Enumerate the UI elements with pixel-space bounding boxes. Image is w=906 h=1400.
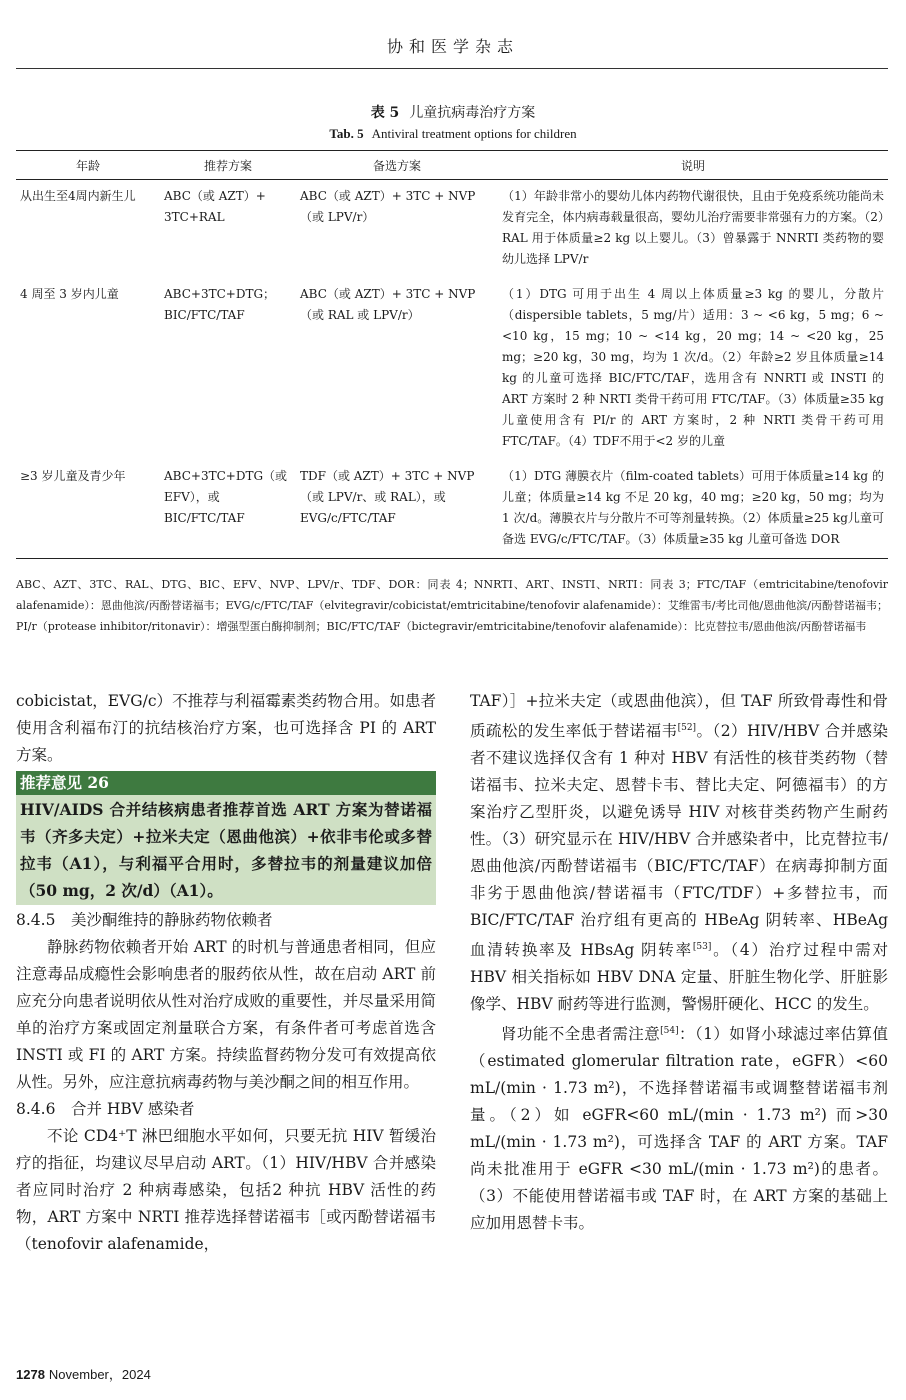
table-row [16, 460, 888, 559]
table-header-row [16, 151, 888, 180]
cell-notes: （1）年龄非常小的婴幼儿体内药物代谢很快，且由于免疫系统功能尚未发育完全，体内病毒载量很高，婴幼儿治疗需要非常强有力的方案。（2）RAL 用于体质量≥2 kg 以上婴儿。（3）曾暴露于 NNRTI 类药物的婴幼儿选择 LPV/r [502, 189, 884, 266]
journal-header: 协和医学杂志 [386, 37, 519, 56]
cell-age: 从出生至4周内新生儿 [20, 189, 136, 203]
section-heading: 8.4.5 美沙酮维持的静脉药物依赖者 [16, 911, 273, 929]
table-caption-en [0, 126, 906, 142]
text-run: TAF）］+拉米夫定（或恩曲他滨），但 TAF 所致骨毒性和骨质疏松的发生率低于替诺福韦 [470, 692, 888, 741]
table-title-en: Antiviral treatment options for children [371, 126, 577, 141]
treatment-table [16, 150, 888, 559]
cell-alternative: TDF（或 AZT）+ 3TC + NVP（或 LPV/r、或 RAL），或 EVG/c/FTC/TAF [296, 460, 498, 559]
header-notes: 说明 [498, 151, 888, 180]
text-run: 。（2）HIV/HBV 合并感染者不建议选择仅含有 1 种对 HBV 有活性的核苷类药物（替诺福韦、拉米夫定、恩替卡韦、替比夫定、阿德福韦）的方案治疗乙型肝炎，以避免诱导 HIV 对核苷类药物产生耐药性。（3）研究显示在 HIV/HBV 合并感染者中，比克替拉韦/恩曲他滨/丙酚替诺福韦（BIC/FTC/TAF）在病毒抑制方面非劣于恩曲他滨/替诺福韦（FTC/TDF）+多替拉韦，而 BIC/FTC/TAF 治疗组有更高的 HBeAg 阴转率、HBeAg 血清转换率及 HBsAg 阴转率 [470, 722, 888, 960]
table-row [16, 278, 888, 460]
table-number-cn: 表 5 [370, 105, 400, 121]
header-rule [16, 68, 888, 69]
header-alternative: 备选方案 [296, 151, 498, 180]
recommendation-title: 推荐意见 26 [16, 771, 436, 795]
citation: [54] [660, 1026, 679, 1037]
cell-notes: （1）DTG 可用于出生 4 周以上体质量≥3 kg 的婴儿，分散片（dispersible tablets，5 mg/片）适用：3 ~ <6 kg，5 mg；6 ~ <10 kg，15 mg；10 ~ <14 kg，20 mg；14 ~ <20 kg，25 mg；≥20 kg，30 mg，均为 1 次/d。（2）年龄≥2 岁且体质量≥14 kg 的儿童可选择 BIC/FTC/TAF，选用含有 NNRTI 或 INSTI 的 ART 方案时 2 种 NRTI 类骨干药可用 FTC/TAF。（3）体质量≥35 kg 儿童使用含有 PI/r 的 ART 方案时，2 种 NRTI 类骨干药可用 FTC/TAF。（4）TDF不用于<2 岁的儿童 [502, 287, 884, 448]
cell-age: 4 周至 3 岁内儿童 [20, 287, 119, 301]
right-column [470, 688, 888, 1237]
paragraph [470, 1018, 888, 1237]
text-run: ：（1）如肾小球滤过率估算值（estimated glomerular filtration rate，eGFR）<60 mL/(min · 1.73 m²)，不选择替诺福韦或调整替诺福韦剂量。（2）如 eGFR<60 mL/(min · 1.73 m²) 而>30 mL/(min · 1.73 m²)，可选择含 TAF 的 ART 方案。TAF 尚未批准用于 eGFR <30 mL/(min · 1.73 m²)的患者。（3）不能使用替诺福韦或 TAF 时，在 ART 方案的基础上应加用恩替卡韦。 [470, 1025, 888, 1233]
cell-recommended: ABC+3TC+DTG；BIC/FTC/TAF [164, 287, 276, 322]
cell-alternative: ABC（或 AZT）+ 3TC + NVP（或 LPV/r） [300, 189, 476, 224]
citation: [53] [692, 942, 712, 953]
citation: [52] [677, 723, 697, 733]
recommendation-box [16, 771, 436, 905]
left-column [16, 688, 436, 1258]
cell-age: ≥3 岁儿童及青少年 [16, 460, 160, 559]
cell-recommended: ABC（或 AZT）+ 3TC+RAL [164, 189, 266, 224]
section-heading: 8.4.6 合并 HBV 感染者 [16, 1100, 195, 1118]
cell-recommended: ABC+3TC+DTG（或 EFV），或 BIC/FTC/TAF [160, 460, 296, 559]
recommendation-body: HIV/AIDS 合并结核病患者推荐首选 ART 方案为替诺福韦（齐多夫定）+拉米夫定（恩曲他滨）+依非韦伦或多替拉韦（A1），与利福平合用时，多替拉韦的剂量建议加倍（50 mg，2 次/d）（A1）。 [20, 800, 432, 900]
table-footnote: ABC、AZT、3TC、RAL、DTG、BIC、EFV、NVP、LPV/r、TDF、DOR：同表 4；NNRTI、ART、INSTI、NRTI：同表 3；FTC/TAF（emtricitabine/tenofovir alafenamide）：恩曲他滨/丙酚替诺福韦；EVG/c/FTC/TAF（elvitegravir/cobicistat/emtricitabine/tenofovir alafenamide）：艾维雷韦/考比司他/恩曲他滨/丙酚替诺福韦；PI/r（protease inhibitor/ritonavir）：增强型蛋白酶抑制剂；BIC/FTC/TAF（bictegravir/emtricitabine/tenofovir alafenamide）：比克替拉韦/恩曲他滨/丙酚替诺福韦 [16, 578, 888, 633]
cell-notes: （1）DTG 薄膜衣片（film-coated tablets）可用于体质量≥14 kg 的儿童；体质量≥14 kg 不足 20 kg，40 mg；≥20 kg，50 mg；均为 1 次/d。薄膜衣片与分散片不可等剂量转换。（2）体质量≥25 kg儿童可备选 EVG/c/FTC/TAF。（3）体质量≥35 kg 儿童可备选 DOR [498, 460, 888, 559]
paragraph: 不论 CD4⁺T 淋巴细胞水平如何，只要无抗 HIV 暂缓治疗的指征，均建议尽早启动 ART。（1）HIV/HBV 合并感染者应同时治疗 2 种病毒感染，包括2 种抗 HBV 活性的药物，ART 方案中 NRTI 推荐选择替诺福韦［或丙酚替诺福韦（tenofovir alafenamide， [16, 1127, 436, 1253]
paragraph: 静脉药物依赖者开始 ART 的时机与普通患者相同，但应注意毒品成瘾性会影响患者的服药依从性，故在启动 ART 前应充分向患者说明依从性对治疗成败的重要性，并尽量采用简单的治疗方案或固定剂量联合方案，有条件者可考虑首选含 INSTI 或 FI 的 ART 方案。持续监督药物分发可有效提高依从性。另外，应注意抗病毒药物与美沙酮之间的相互作用。 [16, 938, 436, 1091]
header-age: 年龄 [16, 151, 160, 180]
page-footer [16, 1364, 151, 1383]
text-run: 。（4）治疗过程中需对 HBV 相关指标如 HBV DNA 定量、肝脏生物化学、肝脏影像学、HBV 耐药等进行监测，警惕肝硬化、HCC 的发生。 [470, 941, 888, 1014]
issue-date: November，2024 [48, 1367, 151, 1382]
table-row [16, 180, 888, 279]
header-recommended: 推荐方案 [160, 151, 296, 180]
paragraph: cobicistat，EVG/c）不推荐与利福霉素类药物合用。如患者使用含利福布汀的抗结核治疗方案，也可选择含 PI 的 ART 方案。 [16, 692, 436, 764]
text-run: 肾功能不全患者需注意 [501, 1025, 661, 1044]
table-caption-cn [0, 102, 906, 122]
page-number: 1278 [16, 1367, 45, 1382]
cell-alternative: ABC（或 AZT）+ 3TC + NVP（或 RAL 或 LPV/r） [300, 287, 476, 322]
table-title-cn: 儿童抗病毒治疗方案 [409, 105, 536, 121]
table-number-en: Tab. 5 [329, 126, 364, 141]
paragraph [470, 688, 888, 1018]
